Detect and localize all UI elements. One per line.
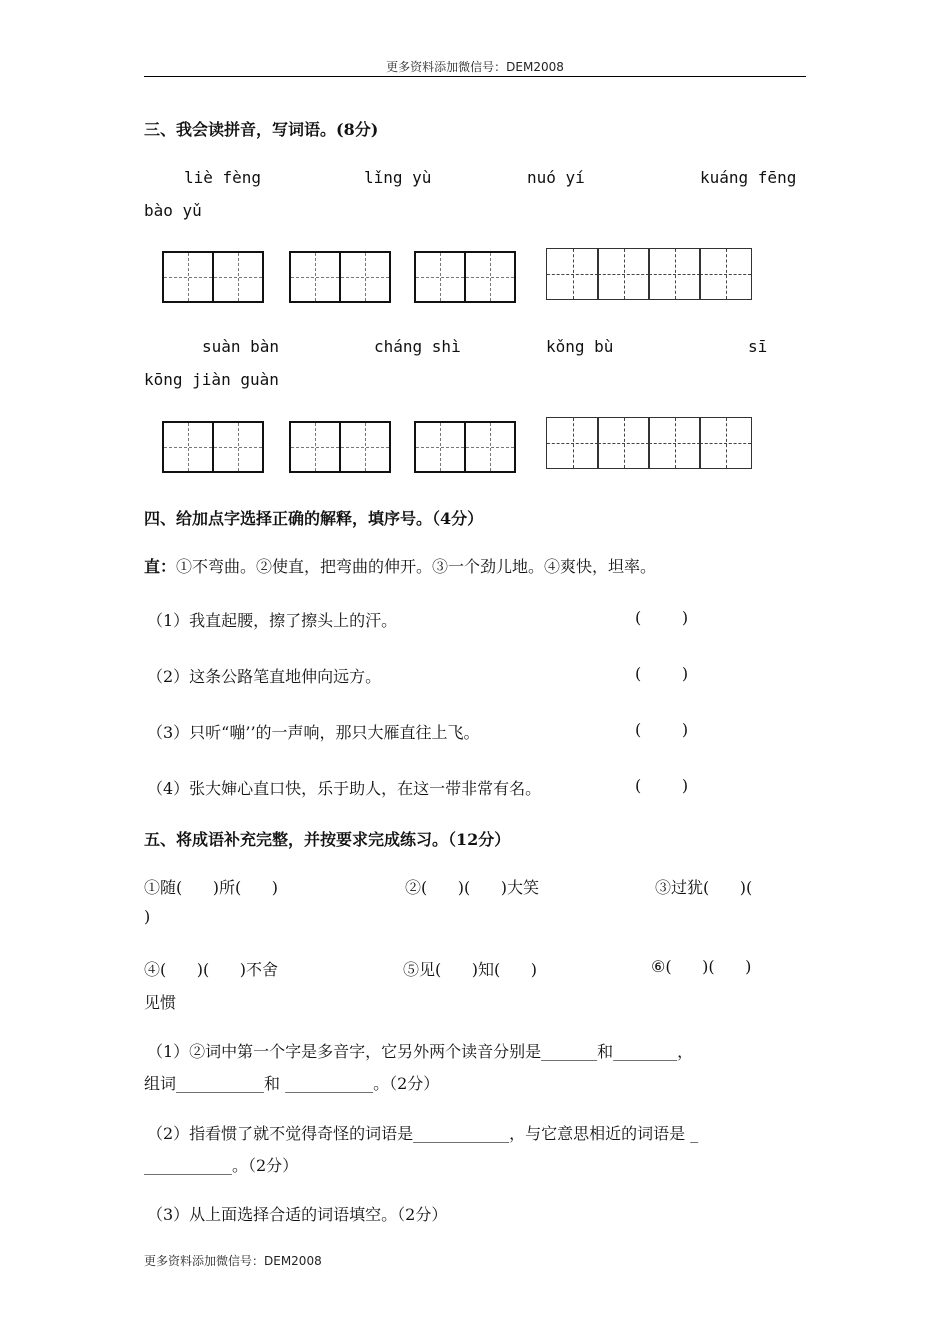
answer-blank-2[interactable]: ( ) (635, 664, 689, 683)
pinyin-suan-ban: suàn bàn (202, 337, 280, 356)
sub-question-2-line2: ___________。（2分） (144, 1156, 299, 1175)
writing-grid-2[interactable] (289, 251, 391, 303)
sub-question-2-line1: （2）指看惯了就不觉得奇怪的词语是____________，与它意思相近的词语是 _ (147, 1124, 699, 1143)
sub-question-1-line2: 组词___________和 ___________。（2分） (144, 1074, 440, 1093)
pinyin-nuo-yi: nuó yí (527, 168, 585, 187)
answer-blank-4[interactable]: ( ) (635, 776, 689, 795)
writing-grid-7[interactable] (414, 421, 516, 473)
writing-grid-8[interactable] (546, 417, 752, 469)
definition-line (144, 554, 656, 577)
answer-blank-1[interactable]: ( ) (635, 608, 689, 627)
writing-grid-4[interactable] (546, 248, 752, 300)
idiom-6[interactable]: ⑥( )( ) (651, 957, 752, 976)
writing-cell[interactable] (212, 421, 264, 473)
writing-cell[interactable] (597, 417, 650, 469)
idiom-5[interactable]: ⑤见( )知( ) (403, 960, 538, 979)
pinyin-chang-shi: cháng shì (374, 337, 461, 356)
question-item-2: （2）这条公路笔直地伸向远方。 (147, 667, 382, 686)
pinyin-kong-bu: kǒng bù (546, 337, 614, 356)
writing-grid-3[interactable] (414, 251, 516, 303)
pinyin-bao-yu: bào yǔ (144, 201, 202, 220)
header-rule (144, 76, 806, 77)
sub-question-1-line1: （1）②词中第一个字是多音字，它另外两个读音分别是_______和________， (147, 1042, 694, 1061)
section4-title: 四、给加点字选择正确的解释，填序号。（4分） (144, 509, 484, 528)
definition-text: ①不弯曲。②使直，把弯曲的伸开。③一个劲儿地。④爽快，坦率。 (176, 557, 657, 576)
pinyin-kong-jian-guan: kōng jiàn guàn (144, 370, 279, 389)
writing-cell[interactable] (339, 421, 391, 473)
writing-grid-1[interactable] (162, 251, 264, 303)
writing-cell[interactable] (289, 251, 341, 303)
idiom-4[interactable]: ④( )( )不舍 (144, 960, 279, 979)
idiom-6-tail: 见惯 (144, 993, 177, 1012)
idiom-3[interactable]: ③过犹( )( (655, 878, 753, 897)
pinyin-lie-feng: liè fèng (184, 168, 262, 187)
page-header: 更多资料添加微信号：DEM2008 (386, 60, 564, 74)
writing-cell[interactable] (414, 251, 466, 303)
writing-cell[interactable] (162, 421, 214, 473)
writing-cell[interactable] (699, 248, 752, 300)
pinyin-si: sī (748, 337, 768, 356)
writing-cell[interactable] (648, 417, 701, 469)
writing-cell[interactable] (546, 248, 599, 300)
question-item-1: （1）我直起腰，擦了擦头上的汗。 (147, 611, 398, 630)
section5-title: 五、将成语补充完整，并按要求完成练习。（12分） (144, 830, 511, 849)
writing-cell[interactable] (546, 417, 599, 469)
answer-blank-3[interactable]: ( ) (635, 720, 689, 739)
writing-cell[interactable] (339, 251, 391, 303)
page-footer: 更多资料添加微信号：DEM2008 (144, 1254, 322, 1268)
writing-cell[interactable] (464, 421, 516, 473)
pinyin-ling-yu: lǐng yù (364, 168, 432, 187)
writing-cell[interactable] (212, 251, 264, 303)
idiom-2[interactable]: ②( )( )大笑 (405, 878, 540, 897)
sub-question-3-line1: （3）从上面选择合适的词语填空。（2分） (147, 1205, 448, 1224)
question-item-3: （3）只听“嘣’’的一声响，那只大雁直往上飞。 (147, 723, 480, 742)
writing-cell[interactable] (289, 421, 341, 473)
section3-title: 三、我会读拼音，写词语。(8分) (144, 120, 379, 139)
idiom-3-tail: ) (144, 907, 151, 926)
definition-head: 直： (144, 557, 177, 576)
writing-cell[interactable] (464, 251, 516, 303)
writing-grid-6[interactable] (289, 421, 391, 473)
writing-cell[interactable] (648, 248, 701, 300)
question-item-4: （4）张大婶心直口快，乐于助人，在这一带非常有名。 (147, 779, 542, 798)
idiom-1[interactable]: ①随( )所( ) (144, 878, 279, 897)
writing-grid-5[interactable] (162, 421, 264, 473)
writing-cell[interactable] (699, 417, 752, 469)
writing-cell[interactable] (414, 421, 466, 473)
writing-cell[interactable] (597, 248, 650, 300)
pinyin-kuang-feng: kuáng fēng (700, 168, 797, 187)
writing-cell[interactable] (162, 251, 214, 303)
